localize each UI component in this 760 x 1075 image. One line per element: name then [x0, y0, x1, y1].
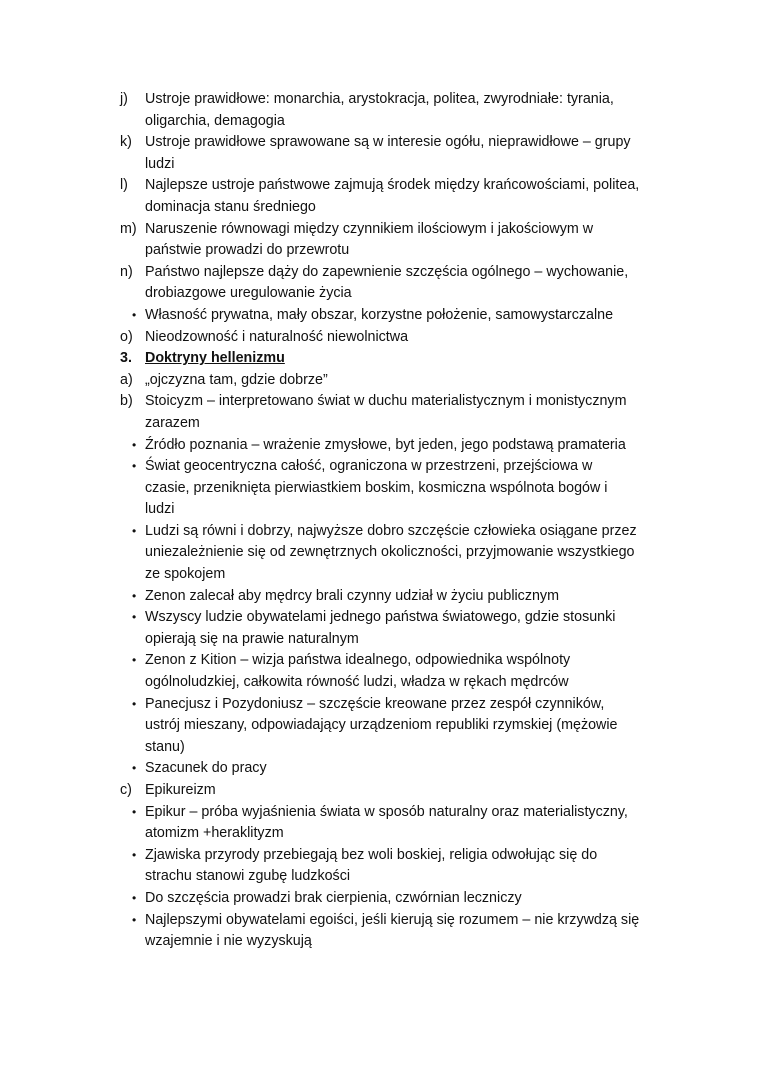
list-text: Ustroje prawidłowe: monarchia, arystokracja, politea, zwyrodniałe: tyrania, oligarchia, demagogia — [145, 91, 614, 129]
bullet-icon: • — [132, 459, 137, 474]
list-text: Zenon z Kition – wizja państwa idealnego, odpowiednika wspólnoty ogólnoludzkiej, całkowita równość ludzi, władza w rękach mędrców — [145, 652, 571, 691]
section-number: 3. — [120, 350, 132, 367]
section-title: Doktryny hellenizmu — [145, 350, 285, 367]
list-text: Ludzi są równi i dobrzy, najwyższe dobro szczęście człowieka osiągane przez uniezależnienie się od zewnętrznych okoliczności, przyjmowanie wszystkiego ze spokojem — [145, 522, 637, 583]
list-text: Świat geocentryczna całość, ograniczona w przestrzeni, przejściowa w czasie, przeniknięta pierwiastkiem boskim, kosmiczna wspólnota bogów i ludzi — [145, 458, 608, 518]
document-body — [120, 89, 640, 953]
list-item — [120, 391, 640, 434]
list-text: Ustroje prawidłowe sprawowane są w interesie ogółu, nieprawidłowe – grupy ludzi — [145, 134, 631, 172]
bullet-icon: • — [132, 588, 137, 603]
bullet-icon: • — [132, 761, 137, 776]
bullet-item — [120, 607, 640, 650]
section-heading — [120, 348, 640, 370]
list-item — [120, 175, 640, 218]
list-text: Epikur – próba wyjaśnienia świata w sposób naturalny oraz materialistyczny, atomizm +heraklityzm — [145, 803, 628, 842]
bullet-item — [120, 694, 640, 759]
bullet-item — [120, 845, 640, 888]
bullet-item — [120, 521, 640, 586]
list-item — [120, 780, 640, 802]
list-text: Epikureizm — [145, 782, 216, 798]
list-marker: j) — [120, 91, 128, 107]
bullet-item — [120, 586, 640, 608]
list-text: Panecjusz i Pozydoniusz – szczęście kreowane przez zespół czynników, ustrój mieszany, odpowiadający urządzeniom republiki rzymskiej (mężowie stanu) — [145, 695, 618, 755]
bullet-item — [120, 802, 640, 845]
list-item — [120, 370, 640, 392]
list-marker: m) — [120, 220, 137, 237]
bullet-item — [120, 435, 640, 457]
list-item — [120, 219, 640, 262]
list-item — [120, 262, 640, 305]
list-text: Własność prywatna, mały obszar, korzystne położenie, samowystarczalne — [145, 306, 614, 323]
list-text: Naruszenie równowagi między czynnikiem ilościowym i jakościowym w państwie prowadzi do przewrotu — [145, 220, 594, 259]
bullet-icon: • — [132, 890, 137, 905]
list-marker: n) — [120, 263, 133, 280]
list-text: Do szczęścia prowadzi brak cierpienia, czwórnian leczniczy — [145, 889, 522, 906]
list-marker: b) — [120, 393, 133, 410]
list-marker: c) — [120, 782, 132, 798]
bullet-item — [120, 910, 640, 953]
list-item — [120, 132, 640, 175]
list-text: Państwo najlepsze dąży do zapewnienie szczęścia ogólnego – wychowanie, drobiazgowe uregulowanie życia — [145, 263, 629, 302]
bullet-icon: • — [132, 912, 137, 927]
bullet-icon: • — [132, 523, 137, 538]
bullet-icon: • — [132, 653, 137, 668]
bullet-icon: • — [132, 696, 137, 711]
list-text: Zenon zalecał aby mędrcy brali czynny udział w życiu publicznym — [145, 587, 559, 604]
bullet-icon: • — [132, 847, 137, 862]
bullet-icon: • — [132, 610, 137, 625]
bullet-item — [120, 758, 640, 780]
list-marker: a) — [120, 371, 133, 388]
list-text: Stoicyzm – interpretowano świat w duchu materialistycznym i monistycznym zarazem — [145, 393, 627, 431]
bullet-icon: • — [132, 804, 137, 819]
bullet-item — [120, 305, 640, 327]
list-text: Szacunek do pracy — [145, 760, 267, 777]
bullet-item — [120, 650, 640, 693]
list-text: Zjawiska przyrody przebiegają bez woli boskiej, religia odwołując się do strachu stanowi zgubę ludzkości — [145, 846, 598, 885]
bullet-icon: • — [132, 437, 137, 452]
bullet-item — [120, 888, 640, 910]
list-marker: k) — [120, 134, 132, 151]
list-text: Najlepszymi obywatelami egoiści, jeśli kierują się rozumem – nie krzywdzą się wzajemnie i nie wyzyskują — [145, 911, 640, 950]
list-marker: o) — [120, 328, 133, 345]
bullet-item — [120, 456, 640, 521]
list-item — [120, 327, 640, 349]
list-marker: l) — [120, 177, 128, 194]
list-item — [120, 89, 640, 132]
list-text: Wszyscy ludzie obywatelami jednego państwa światowego, gdzie stosunki opierają się na prawie naturalnym — [145, 609, 616, 647]
list-text: Nieodzowność i naturalność niewolnictwa — [145, 328, 409, 345]
list-text: Źródło poznania – wrażenie zmysłowe, byt jeden, jego podstawą pramateria — [145, 436, 626, 453]
list-text: Najlepsze ustroje państwowe zajmują środek między krańcowościami, politea, dominacja stanu średniego — [145, 177, 640, 215]
list-text: „ojczyzna tam, gdzie dobrze” — [145, 371, 328, 388]
bullet-icon: • — [132, 307, 137, 322]
